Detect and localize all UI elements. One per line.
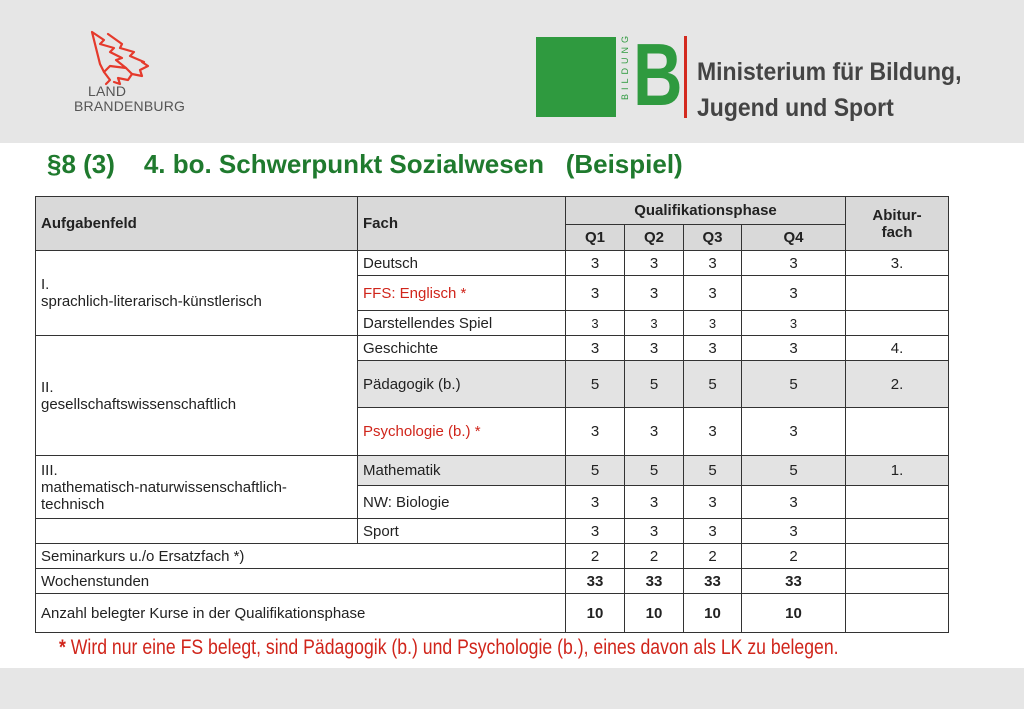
- q-cell: 5: [684, 361, 742, 408]
- abitur-cell: 3.: [846, 251, 949, 276]
- q-cell: 3: [625, 276, 684, 311]
- q-cell: 33: [625, 569, 684, 594]
- fach-cell: Sport: [358, 519, 566, 544]
- logo-line-brandenburg: BRANDENBURG: [74, 98, 186, 114]
- fach-cell: Mathematik: [358, 456, 566, 486]
- q-cell: 33: [742, 569, 846, 594]
- header-q2: Q2: [625, 225, 684, 251]
- q-cell: 10: [625, 594, 684, 633]
- table-row: [36, 569, 949, 594]
- header-abitur-line1: Abitur-: [872, 206, 922, 224]
- q-cell: 3: [625, 486, 684, 519]
- q-cell: 3: [566, 311, 625, 336]
- table-row: [36, 251, 949, 276]
- q-cell: 33: [684, 569, 742, 594]
- q-cell: 3: [742, 408, 846, 456]
- q-cell: 5: [684, 456, 742, 486]
- table-row: [36, 456, 949, 486]
- field-2-line1: II.: [41, 378, 54, 396]
- bildung-vertical-text: BILDUNG: [620, 31, 630, 100]
- abitur-cell: 4.: [846, 336, 949, 361]
- abitur-cell: 1.: [846, 456, 949, 486]
- q-cell: 10: [684, 594, 742, 633]
- abitur-cell: [846, 408, 949, 456]
- q-cell: 3: [625, 519, 684, 544]
- q-cell: 3: [566, 251, 625, 276]
- fach-cell: Pädagogik (b.): [358, 361, 566, 408]
- q-cell: 3: [625, 408, 684, 456]
- footnote-star: *: [59, 636, 66, 659]
- abitur-cell: [846, 544, 949, 569]
- q-cell: 3: [566, 519, 625, 544]
- field-3-line1: III.: [41, 461, 58, 479]
- field-1-line2: sprachlich-literarisch-künstlerisch: [41, 293, 262, 310]
- fach-cell: Darstellendes Spiel: [358, 311, 566, 336]
- q-cell: 3: [684, 336, 742, 361]
- field-3-line2: mathematisch-naturwissenschaftlich-: [41, 478, 287, 496]
- q-cell: 3: [742, 486, 846, 519]
- field-cell-2: [36, 336, 358, 456]
- q-cell: 10: [742, 594, 846, 633]
- logo-line-land: LAND: [88, 83, 127, 99]
- page-title-text: §8 (3) 4. bo. Schwerpunkt Sozialwesen (Beispiel): [47, 149, 683, 179]
- q-cell: 3: [625, 336, 684, 361]
- header-abiturfach: [846, 197, 949, 251]
- q-cell: 3: [684, 311, 742, 336]
- q-cell: 3: [625, 311, 684, 336]
- abitur-cell: [846, 276, 949, 311]
- q-cell: 3: [566, 336, 625, 361]
- header-q1: Q1: [566, 225, 625, 251]
- q-cell: 2: [684, 544, 742, 569]
- footer-band: [0, 668, 1024, 709]
- q-cell: 3: [742, 519, 846, 544]
- fach-cell: Deutsch: [358, 251, 566, 276]
- q-cell: 3: [742, 336, 846, 361]
- q-cell: 2: [566, 544, 625, 569]
- footnote: [59, 636, 839, 660]
- q-cell: 2: [742, 544, 846, 569]
- field-2-line2: gesellschaftswissenschaftlich: [41, 395, 237, 413]
- header-q4: Q4: [742, 225, 846, 251]
- q-cell: 5: [742, 361, 846, 408]
- table-row: [36, 594, 949, 633]
- q-cell: 5: [566, 456, 625, 486]
- q-cell: 3: [684, 519, 742, 544]
- q-cell: 5: [566, 361, 625, 408]
- header-fach: Fach: [358, 197, 566, 251]
- q-cell: 3: [742, 311, 846, 336]
- fach-cell: NW: Biologie: [358, 486, 566, 519]
- field-cell-3: [36, 456, 358, 519]
- q-cell: 3: [566, 486, 625, 519]
- table-row: [36, 519, 949, 544]
- q-cell: 3: [566, 408, 625, 456]
- abitur-cell: [846, 569, 949, 594]
- footnote-text: Wird nur eine FS belegt, sind Pädagogik (b.) und Psychologie (b.), eines davon als LK zu belegen.: [65, 636, 839, 659]
- q-cell: 2: [625, 544, 684, 569]
- ministry-green-square: [536, 37, 616, 117]
- q-cell: 5: [625, 456, 684, 486]
- field-cell-1: [36, 251, 358, 336]
- ministry-name: [697, 54, 962, 126]
- brandenburg-logo-text: [74, 84, 185, 114]
- page-title: [47, 149, 683, 180]
- field-3-line3: technisch: [41, 495, 105, 513]
- table-row: [36, 544, 949, 569]
- wochenstunden-label: Wochenstunden: [36, 569, 566, 594]
- q-cell: 10: [566, 594, 625, 633]
- ministry-name-line1: Ministerium für Bildung,: [697, 58, 962, 86]
- fach-cell: FFS: Englisch *: [358, 276, 566, 311]
- header-abitur-line2: fach: [881, 223, 913, 241]
- field-1-line1: I.: [41, 276, 50, 293]
- abitur-cell: [846, 486, 949, 519]
- q-cell: 5: [742, 456, 846, 486]
- q-cell: 3: [742, 251, 846, 276]
- header-qualifikationsphase: Qualifikationsphase: [566, 197, 846, 225]
- kurse-label: Anzahl belegter Kurse in der Qualifikationsphase: [36, 594, 566, 633]
- abitur-cell: 2.: [846, 361, 949, 408]
- q-cell: 3: [742, 276, 846, 311]
- seminar-label: Seminarkurs u./o Ersatzfach *): [36, 544, 566, 569]
- header-q3: Q3: [684, 225, 742, 251]
- fach-cell: Geschichte: [358, 336, 566, 361]
- ministry-red-divider: [684, 36, 687, 118]
- q-cell: 5: [625, 361, 684, 408]
- ministry-name-line2: Jugend und Sport: [697, 94, 894, 122]
- q-cell: 3: [684, 408, 742, 456]
- header-aufgabenfeld: Aufgabenfeld: [36, 197, 358, 251]
- abitur-cell: [846, 594, 949, 633]
- fach-cell: Psychologie (b.) *: [358, 408, 566, 456]
- abitur-cell: [846, 519, 949, 544]
- abitur-cell: [846, 311, 949, 336]
- empty-field-cell: [36, 519, 358, 544]
- q-cell: 3: [684, 276, 742, 311]
- table-row: [36, 336, 949, 361]
- ministry-b-letter: B: [633, 25, 683, 124]
- q-cell: 33: [566, 569, 625, 594]
- q-cell: 3: [566, 276, 625, 311]
- q-cell: 3: [684, 486, 742, 519]
- qualification-table: [35, 196, 949, 633]
- q-cell: 3: [625, 251, 684, 276]
- q-cell: 3: [684, 251, 742, 276]
